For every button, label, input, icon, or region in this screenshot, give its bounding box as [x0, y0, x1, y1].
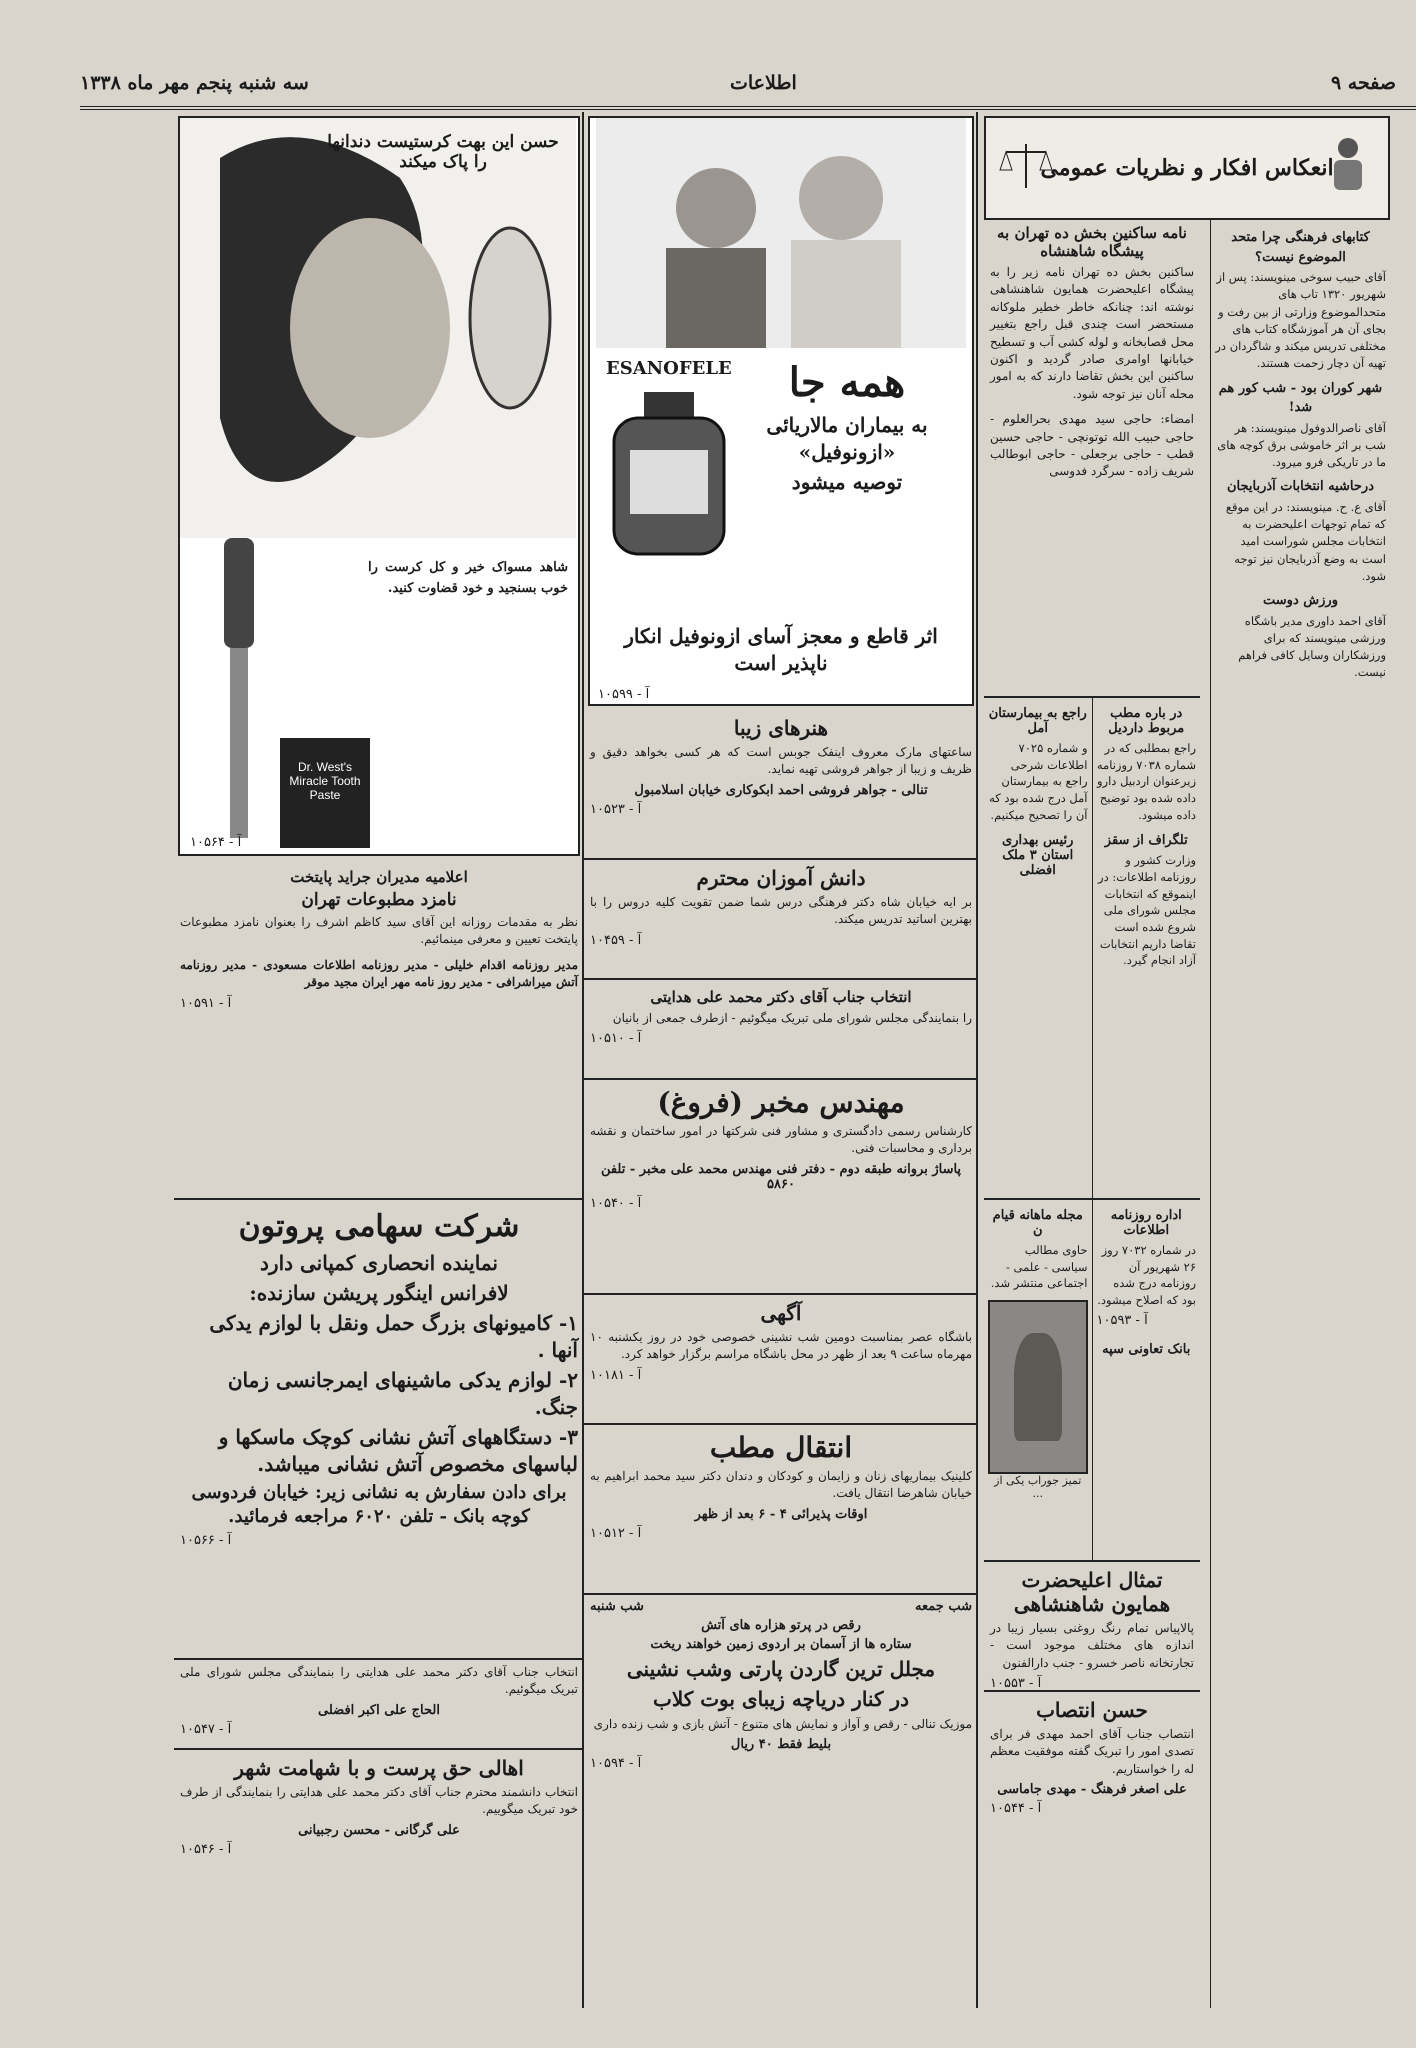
side-headline: شهر کوران بود - شب کور هم شد! [1218, 380, 1383, 415]
ad-code: آ - ۱۰۵۹۴ [590, 1756, 642, 1772]
article-body: راجع بمطلبی که در شماره ۷۰۳۸ روزنامه زیرعنوان اردبیل دارو داده شده بود توضیح داده میشود. [1096, 741, 1196, 822]
column-middle [584, 112, 978, 2008]
article-row [984, 1200, 1200, 1562]
article-headline: تلگراف از سقز [1104, 833, 1188, 849]
ad-headline: مهندس مخبر (فروغ) [657, 1086, 905, 1119]
main-articles [984, 218, 1200, 2008]
toothpaste-ad [178, 116, 580, 856]
press-notice [174, 860, 584, 1200]
page-number: صفحه ۹ [1330, 72, 1396, 94]
ad-line: در کنار دریاچه زیبای بوت کلاب [652, 1687, 909, 1711]
ad-body: پالاپیاس تمام رنگ روغنی بسیار زیبا در اندازه های مختلف موجود است - تجارتخانه ناصر خسرو - جنب دارالفنون [990, 1621, 1194, 1670]
toothpaste-box: Dr. West's Miracle Tooth Paste [280, 738, 370, 848]
doctor-article [1092, 698, 1201, 1198]
ad-headline: تمثال اعلیحضرت همایون شاهنشاهی [1013, 1568, 1171, 1616]
woman-portrait-illustration [180, 118, 576, 538]
ad-body: موزیک تنالی - رقص و آواز و نمایش های متنوع - آتش بازی و شب زنده داری [593, 1717, 972, 1731]
ad-body: بر ایه خیابان شاه دکتر فرهنگی درس شما ضمن تقویت کلیه دروس را با بهترین اساتید تدریس میکند. [590, 895, 972, 927]
side-headline: کتابهای فرهنگی چرا متحد الموضوع نیست؟ [1231, 230, 1370, 265]
article-body: و شماره ۷۰۲۵ اطلاعات شرحی راجع به بیمارستان آمل درج شده بود که آن را تصحیح میکنیم. [989, 741, 1088, 822]
ad-code: آ - ۱۰۵۶۶ [180, 1533, 232, 1549]
garden-party-ad [584, 1595, 978, 1845]
ad-signature: پاساژ بروانه طبقه دوم - دفتر فنی مهندس محمد علی مخبر - تلفن ۵۸۶۰ [600, 1161, 962, 1192]
ad-code: آ - ۱۰۵۲۳ [590, 801, 642, 817]
ad-line: لافرانس اینگور پریشن سازنده: [249, 1280, 509, 1305]
ad-code: آ - ۱۰۵۴۴ [990, 1801, 1042, 1817]
ad-signature: تنالی - جواهر فروشی احمد ابکوکاری خیابان اسلامبول [634, 782, 928, 798]
ad-headline: هنرهای زیبا [733, 716, 829, 740]
ad-code: آ - ۱۰۴۵۹ [590, 932, 642, 948]
ad-line: رقص در پرتو هزاره های آتش [701, 1618, 861, 1633]
side-article-body: آقای حبیب سوخی مینویسند: پس از شهریور ۱۳۲۰ تاب های متحدالموضوع وزارتی از بین رفت و بجای آن هر آموزشگاه کتاب های مختلفی تدریس میکند و شاگردان در تهیه آن دچار زحمت هستند. [1215, 270, 1386, 371]
ad-headline: حسن این بهت کرستیست دندانها را پاک میکند [327, 132, 559, 172]
article-headline: راجع به بیمارستان آمل [988, 706, 1087, 736]
office-move-ad [584, 1425, 978, 1595]
article-body: حاوی مطالب سیاسی - علمی - اجتماعی منتشر شد. [990, 1243, 1088, 1291]
daily-article [1092, 1200, 1201, 1560]
event-day: شب جمعه [915, 1599, 972, 1614]
ad-code: آ - ۱۰۵۹۹ [598, 687, 650, 702]
ad-code: آ - ۱۰۵۱۲ [590, 1525, 642, 1541]
article-body: ساکنین بخش ده تهران نامه زیر را به پیشگاه اعلیحضرت همایون شاهنشاهی نوشته اند: چنانکه خاطر خطیر ملوکانه مستحضر است چندی قبل راجع بتغییر محل قصابخانه و لوله کشی آب و تسطیح خیابانها اوامری صادر گردید و اکنون ساکنین این بخش تقاضا دارند که به امور محله آنان نیز توجه شود. [990, 265, 1194, 401]
ad-hours: اوقات پذیرائی ۴ - ۶ بعد از ظهر [694, 1506, 868, 1522]
article-signature: بانک تعاونی سپه [1102, 1341, 1191, 1357]
column-public-opinion [978, 112, 1396, 2008]
ad-line: توصیه میشود [791, 470, 903, 494]
club-notice [584, 1295, 978, 1425]
article-body: در شماره ۷۰۳۲ روز ۲۶ شهریور آن روزنامه درج شده بود که اصلاح میشود. [1097, 1243, 1196, 1308]
notice-body: نظر به مقدمات روزانه این آقای سید کاظم اشرف را بعنوان نامزد مطبوعات پایتخت تعیین و معرفی مینمائیم. [180, 915, 578, 947]
page-header [80, 70, 1416, 110]
magazine-article [984, 1200, 1092, 1560]
ad-headline: دانش آموزان محترم [696, 866, 866, 890]
ad-code: آ - ۱۰۵۴۷ [180, 1721, 232, 1737]
ad-contact: برای دادن سفارش به نشانی زیر: خیابان فردوسی کوچه بانک - تلفن ۶۰۲۰ مراجعه فرمائید. [191, 1481, 567, 1527]
article-row [984, 698, 1200, 1200]
ad-line: ستاره ها از آسمان بر اردوی زمین خواهند ریخت [650, 1637, 912, 1652]
ad-code: آ - ۱۰۵۴۶ [180, 1841, 232, 1857]
ad-code: آ - ۱۰۵۶۴ [190, 835, 242, 850]
ad-line: همه جا [788, 359, 906, 406]
election-notice [174, 1660, 584, 1750]
paper-name: اطلاعات [730, 72, 797, 94]
section-banner [984, 116, 1390, 220]
two-men-illustration [596, 118, 966, 348]
students-ad [584, 860, 978, 980]
ad-body: کارشناس رسمی دادگستری و مشاور فنی شرکتها در امور ساختمان و نقشه برداری و محاسبات فنی. [590, 1124, 972, 1156]
notice-headline: آگهی [760, 1301, 802, 1325]
citizens-notice [174, 1750, 584, 1870]
article-signature: رئیس بهداری استان ۳ ملک افضلی [1002, 833, 1074, 879]
notice-headline: حسن انتصاب [1036, 1698, 1148, 1722]
ad-line: ۲- لوازم یدکی ماشینهای ایمرجانسی زمان جنگ. [227, 1367, 578, 1419]
ad-code: آ - ۱۰۵۹۳ [1096, 1312, 1148, 1328]
ad-headline: شرکت سهامی پروتون [238, 1209, 520, 1244]
jewelry-ad [584, 710, 978, 860]
ad-code: آ - ۱۰۵۵۳ [990, 1676, 1042, 1692]
side-article-body: آقای ناصرالدوفول مینویسند: هر شب بر اثر خاموشی برق کوچه های ما در تاریکی فرو میرود. [1217, 420, 1386, 469]
ad-headline: انتقال مطب [709, 1431, 853, 1464]
ad-line: اثر قاطع و معجز آسای ازونوفیل انکار ناپذیر است [624, 624, 938, 675]
notice-signers: علی گرگانی - محسن رجبیانی [298, 1822, 460, 1838]
notice-body: را بنمایندگی مجلس شورای ملی تبریک میگوئیم - ازطرف جمعی از بانیان [612, 1011, 972, 1025]
article-body: وزارت کشور و روزنامه اطلاعات: در اینموقع که انتخابات مجلس شورای ملی شروع شده است تقاضا داریم انتخابات آزاد انجام گیرد. [1098, 853, 1196, 968]
article-signers: امضاء: حاجی سید مهدی بحرالعلوم - حاجی حبیب الله توتونچی - حاجی حسین قطب - حاجی برجعلی - حاجی ابوطالب شریف زاده - سرگرد فدوسی [990, 412, 1194, 479]
notice-body: باشگاه عصر بمناسبت دومین شب نشینی خصوصی خود در روز یکشنبه ۱۰ مهرماه ساعت ۹ بعد از ظهر در محل باشگاه مراسم برگزار خواهد کرد. [590, 1330, 972, 1362]
side-headline: ورزش دوست [1263, 593, 1338, 608]
event-day: شب شنبه [590, 1599, 644, 1614]
side-column [1210, 218, 1390, 2008]
statue-ad [984, 1562, 1200, 1692]
scales-icon [996, 136, 1056, 196]
ad-code: آ - ۱۰۱۸۱ [590, 1367, 642, 1383]
side-article-body: آقای احمد داوری مدیر باشگاه ورزشی مینویسند که برای ورزشکاران وسایل کافی فراهم نیست. [1238, 613, 1386, 680]
side-headline: درحاشیه انتخابات آذربایجان [1227, 479, 1374, 495]
ad-line: به بیماران مالاریائی «ازونوفیل» [766, 413, 928, 464]
ad-body: ساعتهای مارک معروف اینفک جوبس است که هر کسی بخواهد دقیق و ظریف و زیبا از جواهر فروشی تهیه نماید. [590, 745, 972, 777]
election-notice [584, 980, 978, 1080]
article-headline: در باره مطب مربوط داردیل [1108, 706, 1185, 736]
article-headline: نامه ساکنین بخش ده تهران به پیشگاه شاهنشاه [997, 224, 1187, 260]
ad-text-block [732, 354, 962, 499]
writer-icon [1318, 132, 1378, 202]
section-title: انعکاس افکار و نظریات عمومی [1040, 155, 1334, 181]
ad-price: بلیط فقط ۴۰ ریال [730, 1737, 832, 1753]
side-article-body: آقای ع. ح. مینویسند: در این موقع که تمام توجهات اعلیحضرت به انتخابات مجلس شوراست امید است به وضع آذربایجان نیز توجه شود. [1225, 499, 1386, 583]
notice-subheadline: نامزد مطبوعات تهران [301, 890, 457, 910]
hospital-article [984, 698, 1092, 1198]
notice-body: انتصاب جناب آقای احمد مهدی فر برای تصدی امور را تبریک گفته موفقیت معظم له را خواستاریم. [990, 1727, 1194, 1776]
ad-subheadline: نماینده انحصاری کمپانی دارد [260, 1250, 498, 1275]
ad-line: ۱- کامیونهای بزرگ حمل ونقل با لوازم یدکی آنها . [209, 1310, 578, 1362]
news-photo [988, 1300, 1088, 1474]
notice-signer: الحاج علی اکبر افضلی [318, 1702, 440, 1718]
letter-article [984, 218, 1200, 698]
ad-line: ۳- دستگاههای آتش نشانی کوچک ماسکها و لباسهای مخصوص آتش نشانی میباشد. [218, 1424, 578, 1476]
ad-code: آ - ۱۰۵۹۱ [180, 995, 232, 1011]
ad-body: کلینیک بیماریهای زنان و زایمان و کودکان و دندان دکتر سید محمد ابراهیم به خیابان شاهرضا انتقال یافت. [590, 1469, 972, 1501]
notice-body: انتخاب جناب آقای دکتر محمد علی هدایتی را بنمایندگی مجلس شورای ملی تبریک میگوئیم. [180, 1665, 578, 1697]
notice-body: انتخاب دانشمند محترم جناب آقای دکتر محمد علی هدایتی را بنمایندگی از طرف خود تبریک میگوییم. [180, 1785, 578, 1817]
appointment-notice [984, 1692, 1200, 1892]
engineer-ad [584, 1080, 978, 1295]
photo-caption: تمیز جوراب یکی از ... [994, 1474, 1082, 1501]
notice-headline: اهالی حق پرست و با شهامت شهر [234, 1756, 524, 1780]
medicine-bottle-icon [604, 388, 734, 558]
event-days [590, 1599, 972, 1614]
issue-date: سه شنبه پنجم مهر ماه ۱۳۳۸ [80, 72, 309, 94]
toothbrush-icon [194, 538, 284, 838]
article-headline: مجله ماهانه قیام ن [992, 1208, 1083, 1238]
notice-signers: علی اصغر فرهنگ - مهدی جاماسی [997, 1782, 1187, 1798]
ad-code: آ - ۱۰۵۴۰ [590, 1195, 642, 1211]
esanofele-ad [588, 116, 974, 706]
ad-body: شاهد مسواک خیر و کل کرست را خوب بسنجید و خود قضاوت کنید. [368, 560, 568, 596]
notice-headline: انتخاب جناب آقای دکتر محمد علی هدایتی [650, 988, 912, 1006]
ad-brand: ESANOFELE [606, 358, 732, 379]
article-headline: اداره روزنامه اطلاعات [1110, 1208, 1182, 1238]
proton-company-ad [174, 1200, 584, 1660]
column-left [174, 112, 584, 2008]
ad-line: مجلل ترین گاردن پارتی وشب نشینی [626, 1657, 936, 1681]
notice-headline: اعلامیه مدیران جراید پایتخت [290, 868, 468, 886]
ad-code: آ - ۱۰۵۱۰ [590, 1031, 642, 1047]
notice-signers: مدیر روزنامه اقدام خلیلی - مدیر روزنامه اطلاعات مسعودی - مدیر روزنامه آتش میراشرافی - مدیر روز نامه مهر ایران مجید موقر [180, 957, 578, 990]
